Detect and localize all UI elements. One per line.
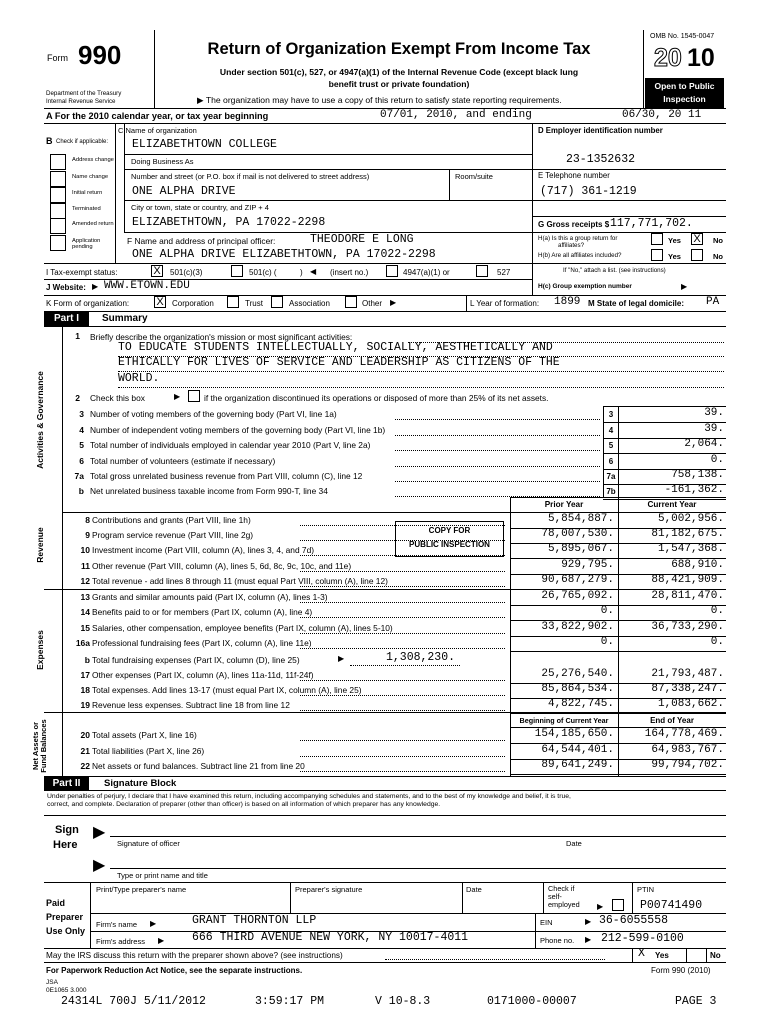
501c-label: 501(c) ( [249, 268, 277, 277]
fin-current-value: 36,733,290. [651, 621, 724, 633]
fin-line-number: 19 [80, 700, 90, 710]
self-employed-label [548, 885, 588, 909]
trust-checkbox[interactable] [227, 296, 239, 308]
notice-text: The organization may have to use a copy of this return to satisfy state reporting requirements. [205, 95, 562, 105]
gov-line-text: Number of independent voting members of the governing body (Part VI, line 1b) [90, 425, 386, 435]
prep-signature-label: Preparer's signature [295, 885, 363, 894]
name-arrow-icon: ▶ [93, 857, 106, 874]
gov-line-value: 39. [704, 423, 724, 435]
inspection-text: Inspection [663, 94, 706, 104]
discuss-yes-label: Yes [655, 951, 669, 960]
fin-current-value: 1,547,368. [657, 543, 724, 555]
fin-line-number: 15 [80, 623, 90, 633]
fin-line-number: 16a [75, 638, 90, 648]
street-label: Number and street (or P.O. box if mail is not delivered to street address) [131, 172, 370, 181]
firm-name-arrow-icon: ▶ [150, 919, 157, 928]
arrow-right-icon: ▶ [197, 95, 206, 105]
gov-line-text: Total gross unrelated business revenue from Part VIII, column (C), line 12 [90, 471, 363, 481]
fin-prior-value: 4,822,745. [547, 698, 614, 710]
part2-tag: Part II [44, 777, 89, 790]
domicile-state: PA [706, 296, 720, 308]
gov-box-right-rule [618, 406, 619, 497]
fin-prior-value: 154,185,650. [534, 728, 614, 740]
line-16b-value: 1,308,230. [386, 651, 456, 664]
gov-line-value: -161,362. [664, 484, 724, 496]
fin-line-leader [300, 710, 505, 711]
fin-line-number: 17 [80, 670, 90, 680]
col-end-year: End of Year [650, 716, 694, 725]
firm-address-arrow-icon: ▶ [158, 936, 165, 945]
h-note: If "No," attach a list. (see instructions) [563, 267, 666, 274]
501c3-checkbox[interactable]: X [151, 265, 163, 277]
irs-label: Internal Revenue Service [46, 98, 116, 105]
self-label: self- [548, 892, 562, 901]
fin-prior-value: 78,007,530. [541, 528, 614, 540]
fin-line-text: Program service revenue (Part VIII, line 2g) [92, 530, 254, 540]
gov-line-value: 2,064. [684, 438, 724, 450]
fin-current-value: 88,421,909. [651, 574, 724, 586]
gov-line-leader [395, 450, 600, 451]
ha-no-checkbox[interactable]: X [691, 233, 703, 245]
line-2-arrow-icon: ▶ [174, 392, 181, 401]
4947-label: 4947(a)(1) or [403, 268, 450, 277]
fin-line-text: Investment income (Part VIII, column (A), lines 3, 4, and 7d) [92, 545, 315, 555]
fin-line-number: 9 [85, 530, 90, 540]
self-employed-arrow-icon: ▶ [597, 902, 604, 911]
line-16b-arrow-icon: ▶ [338, 654, 345, 663]
hb-no-label: No [713, 252, 723, 261]
prep-name-label: Print/Type preparer's name [96, 885, 187, 894]
discuss-yes-x[interactable]: X [638, 947, 645, 960]
mission-line-2: ETHICALLY FOR LIVES OF SERVICE AND LEADERSHIP AS CITIZENS OF THE [118, 356, 560, 369]
signature-date-label: Date [566, 839, 582, 848]
fin-line-leader [300, 771, 505, 772]
mission-line-1: TO EDUCATE STUDENTS INTELLECTUALLY, SOCIALLY, AESTHETICALLY AND [118, 341, 553, 354]
fin-current-value: 21,793,487. [651, 668, 724, 680]
ptin-label: PTIN [637, 885, 655, 894]
jsa-code: 0E1065 3.000 [46, 987, 87, 994]
public-inspection-stamp [395, 521, 504, 557]
form-org-label [46, 299, 129, 308]
page-number: PAGE 3 [675, 995, 717, 1008]
form-org-label-text: K Form of organization: [46, 299, 130, 308]
form-word: Form [47, 53, 68, 63]
fin-line-number: 13 [80, 592, 90, 602]
fin-line-text: Total liabilities (Part X, line 26) [92, 746, 205, 756]
gov-line-box: 6 [608, 457, 614, 466]
side-label-net-assets: Net Assets or Fund Balances [31, 719, 48, 773]
hc-label: H(c) Group exemption number [538, 283, 632, 290]
paid-label: Paid [46, 898, 66, 908]
fin-line-leader [300, 540, 505, 541]
fin-line-text: Net assets or fund balances. Subtract line 21 from line 20 [92, 761, 305, 771]
fin-line-leader [300, 586, 505, 587]
fin-line-leader [300, 740, 505, 741]
section-b-item-label: Amended return [72, 221, 114, 227]
fin-line-leader [300, 617, 505, 618]
form-subtitle-2: benefit trust or private foundation) [328, 79, 470, 89]
website-arrow-icon: ▶ [92, 282, 99, 291]
section-b-item-label: Application pending [72, 238, 101, 250]
signature-officer-label: Signature of officer [117, 839, 180, 848]
perjury-line-2: correct, and complete. Declaration of preparer (other than officer) is based on all information of which preparer has any knowledge. [47, 801, 441, 808]
fin-line-text: Other expenses (Part IX, column (A), lines 11a-11d, 11f-24f) [92, 670, 314, 680]
ein-label: D Employer identification number [538, 126, 663, 135]
fin-prior-value: 85,864,534. [541, 683, 614, 695]
gross-receipts-value: 117,771,702. [610, 217, 693, 230]
firm-phone: 212-599-0100 [601, 932, 684, 945]
prep-date-label: Date [466, 885, 482, 894]
corporation-checkbox[interactable]: X [154, 296, 166, 308]
fin-prior-value: 25,276,540. [541, 668, 614, 680]
gov-line-number: 4 [79, 425, 84, 435]
section-b-checkbox[interactable] [50, 154, 66, 170]
line-16b-number: b [84, 655, 90, 665]
fin-line-number: 10 [80, 545, 90, 555]
section-b-checkbox[interactable] [50, 171, 66, 187]
gov-line-text: Net unrelated business taxable income from Form 990-T, line 34 [90, 486, 328, 496]
side-label-expenses: Expenses [35, 630, 45, 670]
line-2-text-a: Check this box [90, 393, 145, 403]
other-checkbox[interactable] [345, 296, 357, 308]
open-to-public-banner [645, 78, 724, 108]
gov-line-number: 7a [74, 471, 84, 481]
software-version: V 10-8.3 [375, 995, 431, 1008]
fin-line-leader [300, 525, 505, 526]
fin-line-number: 18 [80, 685, 90, 695]
corporation-label: Corporation [172, 299, 214, 308]
fin-line-leader [300, 648, 505, 649]
batch-id: 24314L 700J 5/11/2012 [61, 995, 206, 1008]
check-if-applicable: Check if applicable: [56, 139, 109, 145]
fin-line-text: Grants and similar amounts paid (Part IX, column (A), lines 1-3) [92, 592, 328, 602]
principal-officer: THEODORE E LONG [310, 233, 414, 246]
firm-address-label: Firm's address [96, 937, 145, 946]
print-time: 3:59:17 PM [255, 995, 325, 1008]
section-b-item-label: Address change [72, 157, 114, 163]
gov-line-number: 5 [79, 440, 84, 450]
fin-current-value: 28,811,470. [651, 590, 724, 602]
col-beginning-year: Beginning of Current Year [519, 716, 609, 725]
gov-line-box: 7b [606, 487, 616, 496]
fin-line-text: Total assets (Part X, line 16) [92, 730, 197, 740]
association-checkbox[interactable] [271, 296, 283, 308]
gov-line-text: Number of voting members of the governing body (Part VI, line 1a) [90, 409, 337, 419]
gross-receipts-label: G Gross receipts $ [538, 220, 610, 229]
form-subtitle-1: Under section 501(c), 527, or 4947(a)(1) of the Internal Revenue Code (except black lung [219, 67, 579, 77]
open-to-public-text: Open to Public [654, 81, 715, 91]
firm-address: 666 THIRD AVENUE NEW YORK, NY 10017-4011 [192, 931, 469, 944]
firm-phone-arrow-icon: ▶ [585, 935, 592, 944]
fin-line-rule [510, 713, 726, 714]
fin-line-text: Contributions and grants (Part VIII, line 1h) [92, 515, 251, 525]
employed-label: employed [548, 900, 580, 909]
section-b-item-label: Initial return [72, 190, 103, 196]
fin-line-leader [300, 695, 505, 696]
fin-line-text: Salaries, other compensation, employee benefits (Part IX, column (A), lines 5-10) [92, 623, 393, 633]
tax-year-outline: 20 [654, 44, 682, 72]
discontinued-checkbox[interactable] [188, 390, 200, 402]
tax-year-bold: 10 [687, 44, 715, 72]
501c3-label: 501(c)(3) [170, 268, 203, 277]
fin-prior-value: 89,641,249. [541, 759, 614, 771]
website-label: J Website: [46, 283, 86, 292]
jsa-label: JSA [46, 979, 58, 986]
fin-current-value: 164,778,469. [644, 728, 724, 740]
fin-line-text: Revenue less expenses. Subtract line 18 from line 12 [92, 700, 290, 710]
website-value[interactable]: WWW.ETOWN.EDU [104, 280, 190, 292]
preparer-label: Preparer [46, 912, 84, 922]
527-label: 527 [497, 268, 511, 277]
mission-line-3: WORLD. [118, 372, 160, 385]
sign-label: Sign [55, 824, 79, 836]
tax-exempt-label: I Tax-exempt status: [46, 268, 118, 277]
gov-line-number: b [78, 486, 84, 496]
line-1-number: 1 [75, 331, 80, 341]
other-label: Other [362, 299, 383, 308]
firm-ein-arrow-icon: ▶ [585, 917, 592, 926]
year-formation: 1899 [554, 296, 581, 308]
gov-line-box: 4 [608, 426, 614, 435]
section-b-item-label: Name change [72, 174, 109, 180]
form-reference: Form 990 (2010) [651, 966, 711, 975]
stamp-line-1: COPY FOR [428, 526, 471, 535]
fin-line-number: 8 [85, 515, 90, 525]
side-label-governance: Activities & Governance [35, 371, 45, 469]
gov-line-text: Total number of volunteers (estimate if necessary) [90, 456, 276, 466]
gov-line-value: 758,138. [671, 469, 724, 481]
501c-close: ) [300, 268, 303, 277]
fin-prior-value: 26,765,092. [541, 590, 614, 602]
fin-line-text: Total revenue - add lines 8 through 11 (must equal Part VIII, column (A), line 12) [92, 576, 388, 586]
org-name: ELIZABETHTOWN COLLEGE [132, 138, 277, 151]
perjury-line-1: Under penalties of perjury, I declare that I have examined this return, including accompanying schedules and statements, and to the best of my knowledge and belief, it is true, [47, 793, 571, 800]
fin-line-leader [300, 680, 505, 681]
501c-checkbox[interactable] [231, 265, 243, 277]
gov-box-top-rule [603, 406, 726, 407]
pra-notice: For Paperwork Reduction Act Notice, see the separate instructions. [46, 966, 303, 975]
sign-arrow-icon: ▶ [93, 824, 106, 841]
hb-label: H(b) Are all affiliates included? [538, 252, 622, 259]
ptin-value: P00741490 [640, 899, 703, 912]
fin-line-number: 14 [80, 607, 90, 617]
form-number: 990 [78, 40, 122, 70]
ha-yes-label: Yes [668, 236, 681, 245]
fin-line-leader [300, 633, 505, 634]
gov-line-number: 6 [79, 456, 84, 466]
line-2-number: 2 [75, 393, 80, 403]
tax-year-begin: 07/01, 2010, and ending [380, 109, 532, 121]
fin-current-value: 64,983,767. [651, 744, 724, 756]
4947-checkbox[interactable] [386, 265, 398, 277]
fin-line-number: 20 [80, 730, 90, 740]
stamp-line-2: PUBLIC INSPECTION [409, 540, 490, 549]
gov-line-leader [395, 481, 600, 482]
form-title: Return of Organization Exempt From Income Tax [207, 40, 591, 58]
fin-line-number: 21 [80, 746, 90, 756]
fin-prior-value: 90,687,279. [541, 574, 614, 586]
ha-yes-checkbox[interactable] [651, 233, 663, 245]
fin-line-text: Professional fundraising fees (Part IX, column (A), line 11e) [92, 638, 312, 648]
part1-tag: Part I [44, 312, 89, 326]
fin-line-rule [510, 774, 726, 775]
fin-prior-value: 5,895,067. [547, 543, 614, 555]
part1-title: Summary [102, 313, 148, 324]
officer-label: F Name and address of principal officer: [127, 236, 276, 246]
fin-current-value: 688,910. [671, 559, 724, 571]
fin-current-value: 99,794,702. [651, 759, 724, 771]
omb-number: OMB No. 1545-0047 [650, 33, 715, 40]
fin-current-value: 0. [710, 605, 724, 617]
fin-line-leader [300, 602, 505, 603]
type-name-label: Type or print name and title [117, 871, 208, 880]
section-b-checkbox[interactable] [50, 203, 66, 219]
fin-prior-value: 929,795. [561, 559, 614, 571]
fin-current-value: 5,002,956. [657, 513, 724, 525]
self-employed-checkbox[interactable] [612, 899, 624, 911]
fin-prior-value: 0. [600, 636, 614, 648]
gov-line-leader [395, 435, 600, 436]
gov-line-value: 39. [704, 407, 724, 419]
gov-line-box: 3 [608, 410, 614, 419]
firm-name-label: Firm's name [96, 920, 138, 929]
insert-no-label: (insert no.) [330, 268, 369, 277]
firm-phone-label: Phone no. [540, 936, 575, 945]
line-16b-text: Total fundraising expenses (Part IX, column (D), line 25) [92, 655, 300, 665]
here-label: Here [53, 839, 78, 851]
tax-year-end: 06/30, 20 11 [622, 109, 702, 121]
notice [197, 95, 562, 106]
trust-label: Trust [245, 299, 263, 308]
line-a-label: A For the 2010 calendar year, or tax year beginning [46, 111, 269, 121]
fin-line-text: Total expenses. Add lines 13-17 (must equal Part IX, column (A), line 25) [92, 685, 362, 695]
527-checkbox[interactable] [476, 265, 488, 277]
discuss-text: May the IRS discuss this return with the preparer shown above? (see instructions) [46, 951, 343, 960]
section-b-checkbox[interactable] [50, 235, 66, 251]
fin-line-text: Other revenue (Part VIII, column (A), lines 5, 6d, 8c, 9c, 10c, and 11e) [92, 561, 352, 571]
fin-line-rule [510, 651, 726, 652]
fin-line-number: 22 [80, 761, 90, 771]
section-b-label: B [46, 136, 53, 146]
fin-prior-value: 5,854,887. [547, 513, 614, 525]
fin-current-value: 0. [710, 636, 724, 648]
fin-prior-value: 64,544,401. [541, 744, 614, 756]
gov-box-left-rule [603, 406, 604, 497]
other-arrow-icon: ▶ [390, 298, 397, 307]
ein-value: 23-1352632 [566, 153, 636, 166]
check-if-label: if [570, 884, 575, 893]
firm-ein: 36-6055558 [599, 914, 669, 927]
left-arrow-icon: ◀ [310, 267, 317, 276]
gov-line-box: 5 [608, 441, 614, 450]
year-formation-label: L Year of formation: [470, 299, 540, 308]
part2-title: Signature Block [104, 778, 177, 789]
gov-line-number: 3 [79, 409, 84, 419]
side-label-revenue: Revenue [35, 527, 45, 563]
org-name-label: C Name of organization [118, 126, 197, 135]
phone-label: E Telephone number [538, 171, 610, 180]
line-2-text-b: if the organization discontinued its operations or disposed of more than 25% of its net assets. [204, 393, 549, 403]
line-1-text: Briefly describe the organization's mission or most significant activities: [90, 332, 353, 342]
fin-prior-value: 33,822,902. [541, 621, 614, 633]
firm-ein-label: EIN [540, 918, 553, 927]
hb-yes-checkbox[interactable] [651, 249, 663, 261]
domicile-label: M State of legal domicile: [588, 299, 685, 308]
ha-sub: affiliates? [558, 242, 585, 249]
section-b-checkbox[interactable] [50, 218, 66, 234]
firm-name: GRANT THORNTON LLP [192, 914, 317, 927]
fin-line-text: Benefits paid to or for members (Part IX, column (A), line 4) [92, 607, 313, 617]
fin-current-value: 1,083,662. [657, 698, 724, 710]
gov-line-value: 0. [710, 454, 724, 466]
ha-no-label: No [713, 236, 723, 245]
discuss-no-label: No [710, 951, 721, 960]
gov-line-box: 7a [606, 472, 616, 481]
fin-line-leader [300, 756, 505, 757]
officer-address: ONE ALPHA DRIVE ELIZABETHTOWN, PA 17022-2298 [132, 248, 436, 261]
use-only-label: Use Only [46, 926, 86, 936]
fin-current-value: 81,182,675. [651, 528, 724, 540]
section-b-item-label: Terminated [72, 206, 101, 212]
fin-line-number: 11 [81, 561, 90, 571]
hc-arrow-icon: ▶ [681, 282, 688, 291]
gov-line-text: Total number of individuals employed in calendar year 2010 (Part V, line 2a) [90, 440, 371, 450]
room-suite-label: Room/suite [455, 172, 493, 181]
col-prior-year: Prior Year [544, 500, 584, 509]
dept-treasury: Department of the Treasury [46, 90, 122, 97]
col-current-year: Current Year [647, 500, 697, 509]
fin-line-leader [300, 555, 505, 556]
hb-no-checkbox[interactable] [691, 249, 703, 261]
ha-label: H(a) Is this a group return for [538, 235, 618, 242]
association-label: Association [289, 299, 330, 308]
phone-value: (717) 361-1219 [540, 185, 637, 198]
check-label: Check [548, 884, 569, 893]
fin-line-number: 12 [80, 576, 90, 586]
street-address: ONE ALPHA DRIVE [132, 185, 236, 198]
gov-line-leader [395, 466, 600, 467]
fin-line-leader [300, 571, 505, 572]
city-label: City or town, state or country, and ZIP + 4 [131, 203, 269, 212]
document-id: 0171000-00007 [487, 995, 577, 1008]
fin-current-value: 87,338,247. [651, 683, 724, 695]
fin-prior-value: 0. [600, 605, 614, 617]
city-state-zip: ELIZABETHTOWN, PA 17022-2298 [132, 216, 326, 229]
hb-yes-label: Yes [668, 252, 681, 261]
section-b-checkbox[interactable] [50, 187, 66, 203]
dba-label: Doing Business As [131, 157, 194, 166]
gov-line-leader [395, 419, 600, 420]
